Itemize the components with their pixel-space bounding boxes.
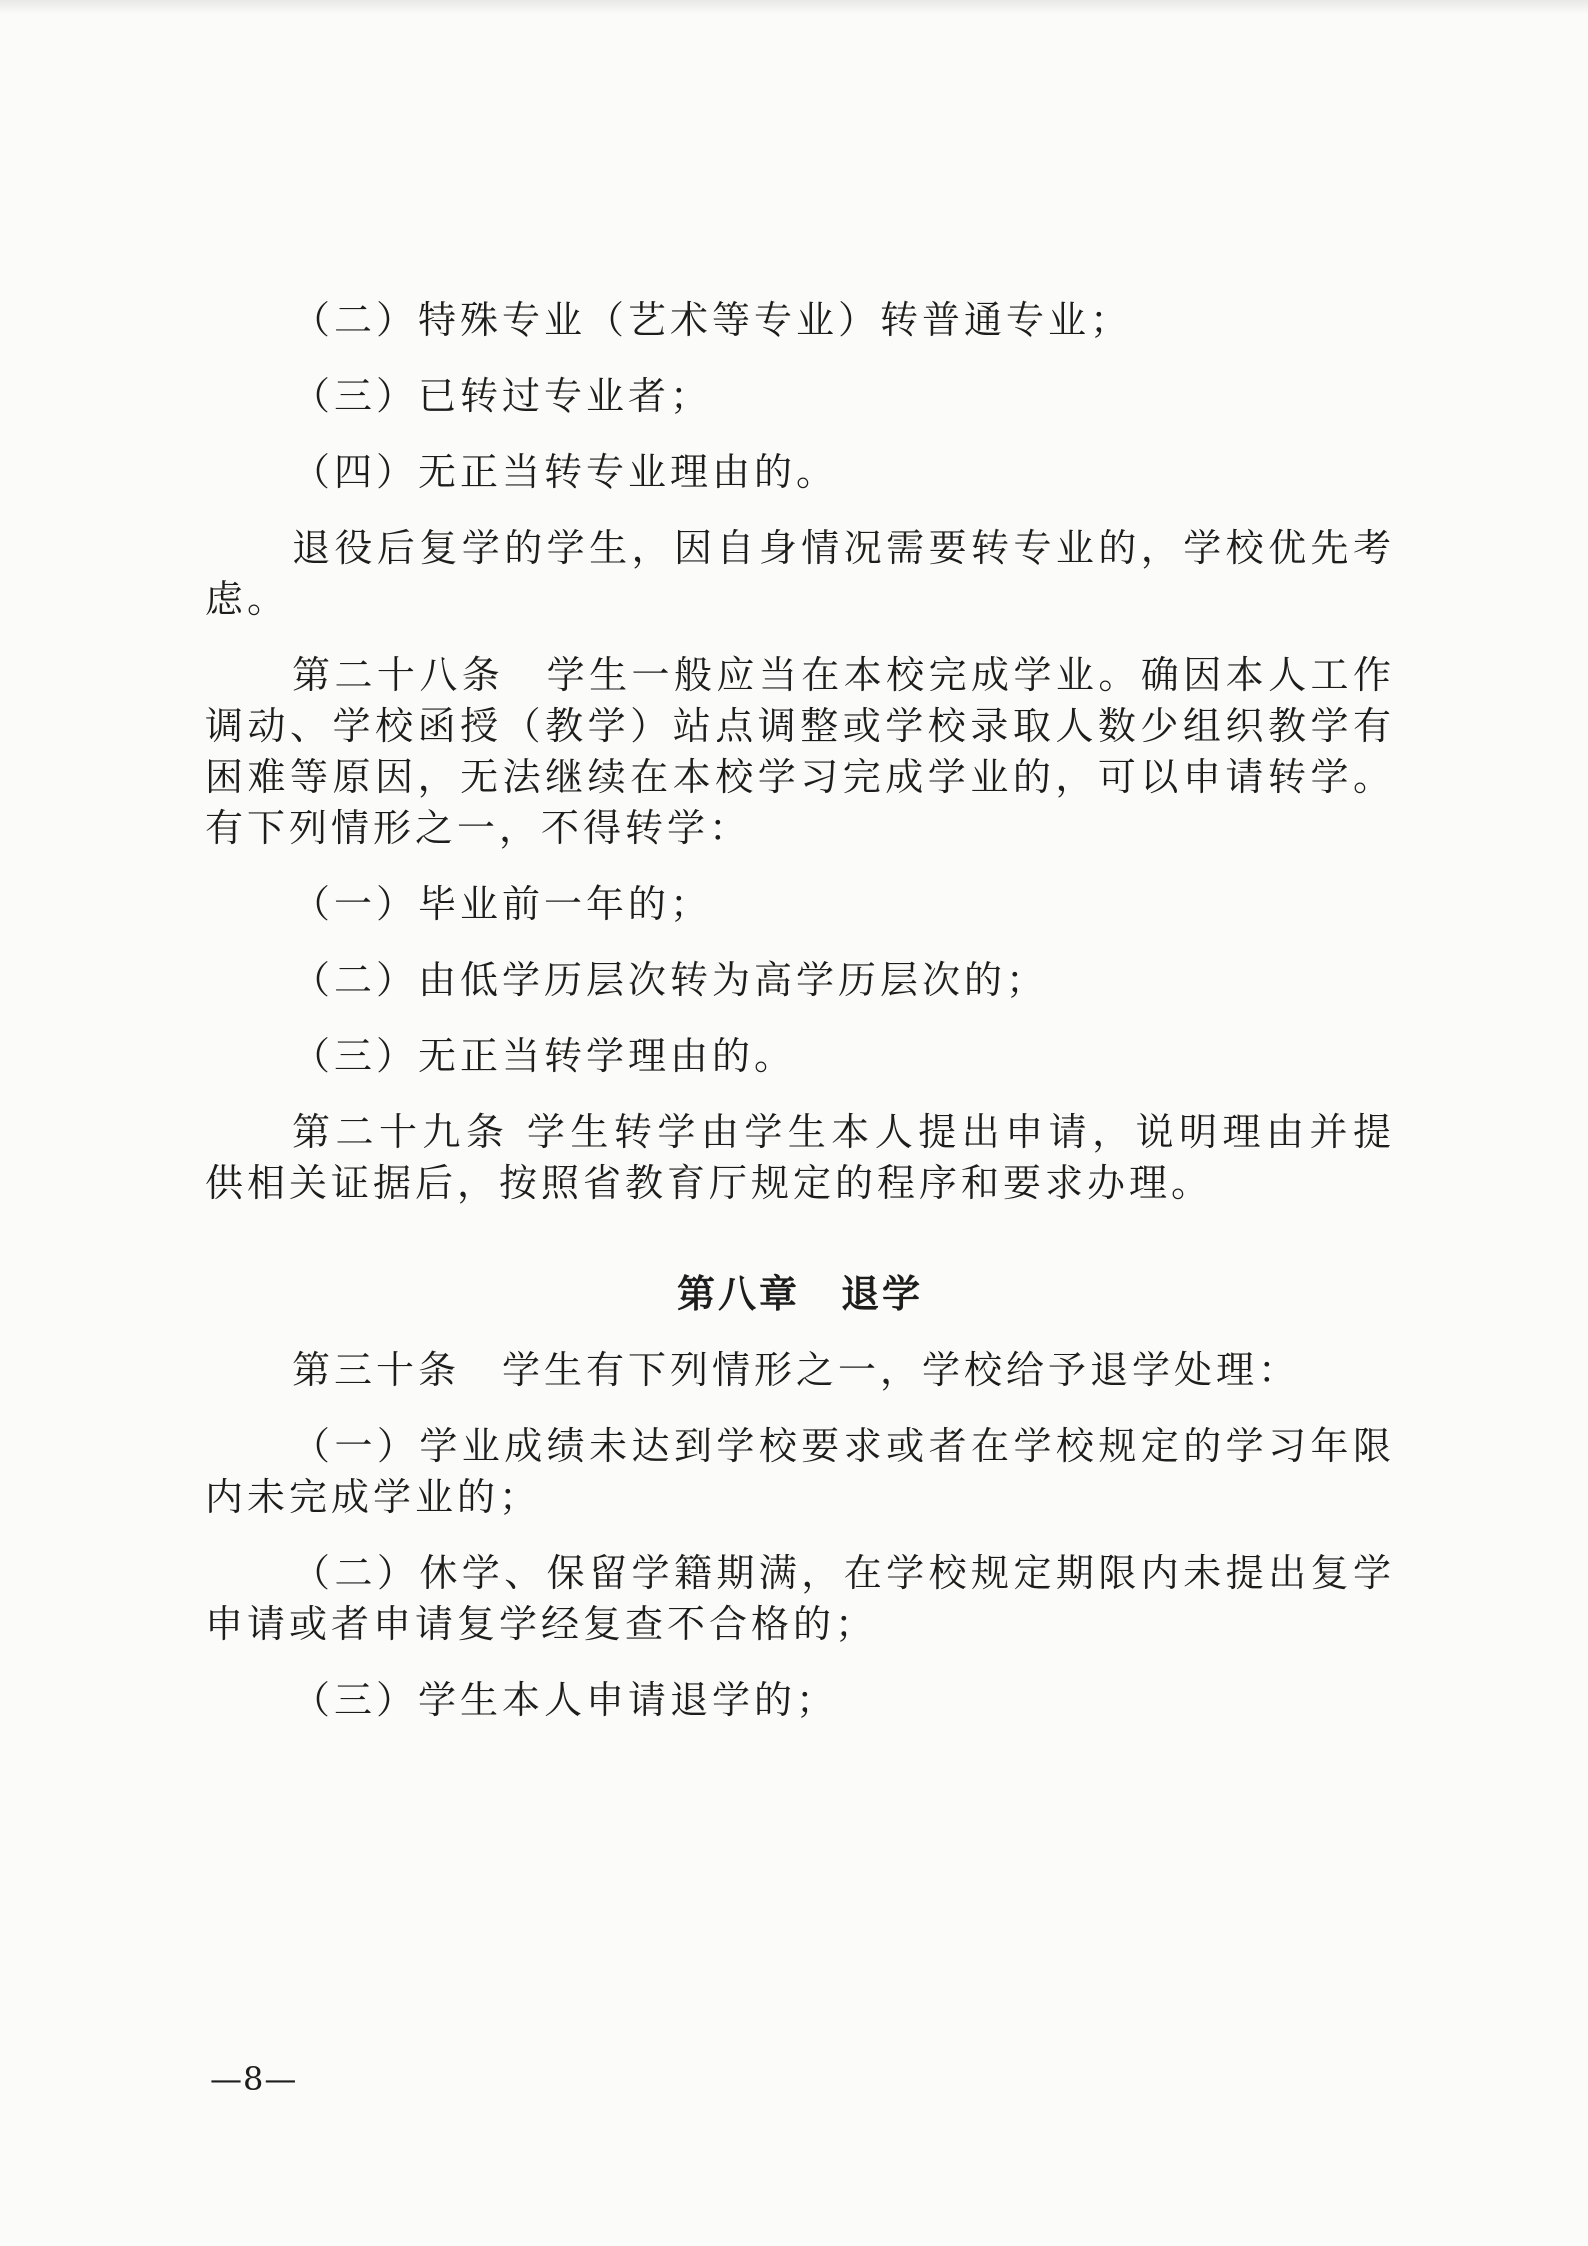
document-body xyxy=(205,295,1395,1751)
article-28: 第二十八条 学生一般应当在本校完成学业。确因本人工作调动、学校函授（教学）站点调整或学校录取人数少组织教学有困难等原因，无法继续在本校学习完成学业的，可以申请转学。有下列情形之一，不得转学： xyxy=(205,653,1395,850)
article-29: 第二十九条 学生转学由学生本人提出申请，说明理由并提供相关证据后，按照省教育厅规定的程序和要求办理。 xyxy=(205,1110,1395,1205)
scan-edge xyxy=(0,0,1588,14)
paragraph: （一）学业成绩未达到学校要求或者在学校规定的学习年限内未完成学业的； xyxy=(205,1424,1395,1519)
paragraph: （三）无正当转学理由的。 xyxy=(292,1034,797,1078)
paragraph: （二）特殊专业（艺术等专业）转普通专业； xyxy=(292,298,1133,342)
paragraph: （二）由低学历层次转为高学历层次的； xyxy=(292,958,1049,1002)
page-number: —8— xyxy=(210,2060,298,2098)
paragraph: 退役后复学的学生，因自身情况需要转专业的，学校优先考虑。 xyxy=(205,526,1395,621)
paragraph: （一）毕业前一年的； xyxy=(292,882,713,926)
paragraph: （三）已转过专业者； xyxy=(292,374,713,418)
chapter-heading: 第八章 退学 xyxy=(676,1272,923,1316)
paragraph: （四）无正当转专业理由的。 xyxy=(292,450,839,494)
paragraph: （二）休学、保留学籍期满，在学校规定期限内未提出复学申请或者申请复学经复查不合格的； xyxy=(205,1551,1395,1646)
paragraph: （三）学生本人申请退学的； xyxy=(292,1678,839,1722)
article-30: 第三十条 学生有下列情形之一，学校给予退学处理： xyxy=(292,1348,1301,1392)
